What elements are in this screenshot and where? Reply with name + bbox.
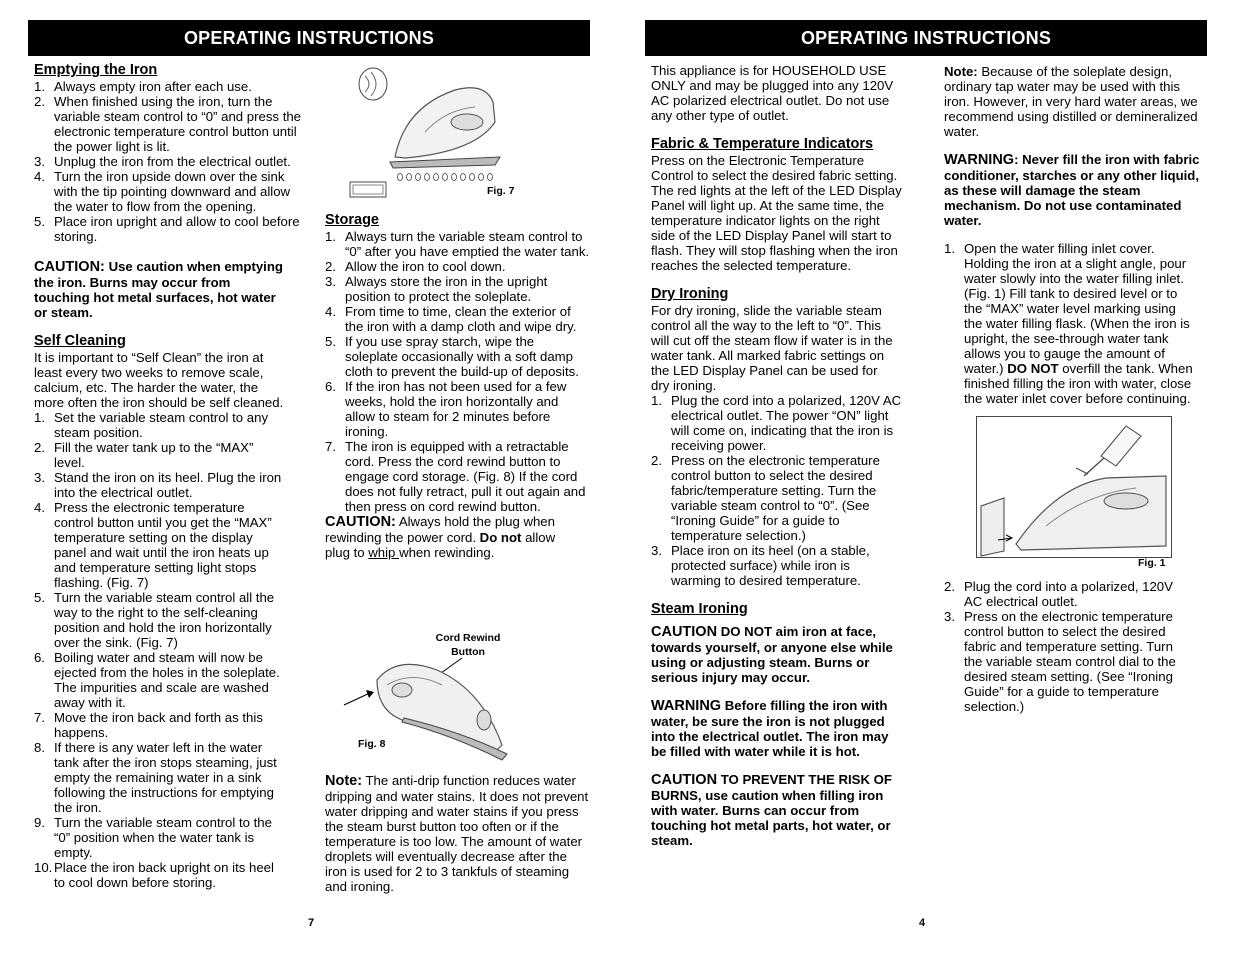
list-item: 2. Allow the iron to cool down. <box>325 259 506 274</box>
list-item: 3. Place iron on its heel (on a stable, protected surface) while iron is warming to desired temperature. <box>651 543 870 588</box>
storage-caution: CAUTION: Always hold the plug when rewinding the power cord. Do not allow plug to whip when rewinding. <box>325 514 556 560</box>
list-item: 1. Set the variable steam control to any steam position. <box>34 410 269 440</box>
fig1-iron-filling-illustration <box>976 416 1172 558</box>
dry-ironing-heading: Dry Ironing <box>651 286 729 302</box>
right-warning: WARNING: Never fill the iron with fabric conditioner, starches or any other liquid, as these will damage the steam mechanism. Do not use contaminated water. <box>944 152 1200 228</box>
left-note: Note: The anti-drip function reduces water dripping and water stains. It does not prevent water dripping and water stains if you press the steam burst button too often or if the temperature is too low. The amount of water droplets will eventually decrease after the iron is used for 2 to 3 tankfuls of steaming and ironing. <box>325 773 589 894</box>
list-item: 2. Fill the water tank up to the “MAX” level. <box>34 440 254 470</box>
list-item: 5. If you use spray starch, wipe the soleplate occasionally with a soft damp cloth to prevent the build-up of deposits. <box>325 334 579 379</box>
list-item: 1. Open the water filling inlet cover. Holding the iron at a slight angle, pour water slowly into the water filling inlet. (Fig. 1) Fill tank to desired level or to the “MAX” water level marking using the water filling flask. (When the iron is upright, the see-through water tank allows you to gauge the amount of water.) DO NOT overfill the tank. When finished filling the iron with water, close the water inlet cover before continuing. <box>944 241 1193 406</box>
storage-list <box>325 229 590 514</box>
fabric-text: Press on the Electronic Temperature Control to select the desired fabric setting. The red lights at the left of the LED Display Panel will light up. At the same time, the temperature indicator lights on the right side of the LED Display Panel will start to flash. They will stop flashing when the iron reaches the selected temperature. <box>651 153 902 273</box>
list-item: 4. Turn the iron upside down over the sink with the tip pointing downward and allow the water to flow from the opening. <box>34 169 291 214</box>
filling-list-continued <box>944 579 1194 714</box>
fig7-label: Fig. 7 <box>487 185 515 197</box>
list-item: 4. Press the electronic temperature control button until you get the “MAX” temperature setting on the display panel and wait until the iron heats up and temperature setting light stops flashing. (Fig. 7) <box>34 500 272 590</box>
fig8-label: Fig. 8 <box>358 738 386 750</box>
self-cleaning-heading: Self Cleaning <box>34 333 126 349</box>
list-item: 7. The iron is equipped with a retractable cord. Press the cord rewind button to engage cord storage. (Fig. 8) If the cord does not fully retract, pull it out again and then press on cord rewind button. <box>325 439 586 514</box>
list-item: 1. Always turn the variable steam control to “0” after you have emptied the water tank. <box>325 229 590 259</box>
emptying-caution: CAUTION: Use caution when emptying the iron. Burns may occur from touching hot metal surfaces, hot water or steam. <box>34 259 283 320</box>
steam-caution: CAUTION DO NOT aim iron at face, towards yourself, or anyone else while using or adjusting steam. Burns or serious injury may occur. <box>651 624 893 685</box>
right-page-banner: OPERATING INSTRUCTIONS <box>645 20 1207 56</box>
list-item: 6. Boiling water and steam will now be ejected from the holes in the soleplate. The impurities and scale are washed away with it. <box>34 650 280 710</box>
list-item: 5. Turn the variable steam control all the way to the right to the self-cleaning position and hold the iron horizontally over the sink. (Fig. 7) <box>34 590 275 650</box>
right-column-1 <box>651 63 903 848</box>
list-item: 3. Press on the electronic temperature control button to select the desired fabric and temperature setting. Turn the variable steam control dial to the desired steam setting. (See “Ironing Guide” for a guide to temperature selection.) <box>944 609 1176 714</box>
emptying-heading: Emptying the Iron <box>34 62 158 78</box>
list-item: 5. Place iron upright and allow to cool before storing. <box>34 214 300 244</box>
list-item: 8. If there is any water left in the water tank after the iron stops steaming, just empty the remaining water in a sink following the instructions for emptying the iron. <box>34 740 277 815</box>
list-item: 1. Plug the cord into a polarized, 120V AC electrical outlet. The power “ON” light will come on, indicating that the iron is receiving power. <box>651 393 902 453</box>
left-page-banner: OPERATING INSTRUCTIONS <box>28 20 590 56</box>
right-column-2-continued <box>944 579 1194 714</box>
emptying-list <box>34 79 310 244</box>
right-page-number: 4 <box>919 917 926 929</box>
list-item: 3. Unplug the iron from the electrical outlet. <box>34 154 291 169</box>
left-column-1 <box>34 62 310 890</box>
list-item: 6. If the iron has not been used for a few weeks, hold the iron horizontally and allow to steam for 2 minutes before ironing. <box>325 379 567 439</box>
list-item: 3. Stand the iron on its heel. Plug the iron into the electrical outlet. <box>34 470 282 500</box>
list-item: 2. When finished using the iron, turn the variable steam control to “0” and press the electronic temperature control button until the power light is lit. <box>34 94 302 154</box>
left-column-2 <box>325 212 590 560</box>
list-item: 4. From time to time, clean the exterior of the iron with a damp cloth and wipe dry. <box>325 304 577 334</box>
steam-ironing-heading: Steam Ironing <box>651 601 748 617</box>
self-cleaning-list <box>34 410 284 890</box>
fabric-heading: Fabric & Temperature Indicators <box>651 136 874 152</box>
self-cleaning-intro: It is important to “Self Clean” the iron at least every two weeks to remove scale, calcium, etc. The harder the water, the more often the iron should be self cleaned. <box>34 350 284 410</box>
list-item: 1. Always empty iron after each use. <box>34 79 252 94</box>
fig8-iron-illustration <box>342 650 522 770</box>
steam-caution-burns: CAUTION TO PREVENT THE RISK OF BURNS, use caution when filling iron with water. Burns can occur from touching hot metal parts, hot water, or steam. <box>651 772 892 848</box>
dry-ironing-text: For dry ironing, slide the variable steam control all the way to the left to “0”. This will cut off the steam flow if water is in the water tank. All marked fabric settings on the LED Display Panel can be used for dry ironing. <box>651 303 893 393</box>
right-note: Note: Because of the soleplate design, ordinary tap water may be used with this iron. However, in very hard water areas, we recommend using distilled or demineralized water. <box>944 64 1198 139</box>
list-item: 9. Turn the variable steam control to the “0” position when the water tank is empty. <box>34 815 272 860</box>
list-item: 7. Move the iron back and forth as this happens. <box>34 710 263 740</box>
filling-list <box>944 241 1194 406</box>
storage-heading: Storage <box>325 212 379 228</box>
fig7-iron-illustration <box>345 62 525 197</box>
steam-warning: WARNING Before filling the iron with water, be sure the iron is not plugged into the electrical outlet. The iron may be filled with water while it is hot. <box>651 698 889 759</box>
list-item: 3. Always store the iron in the upright position to protect the soleplate. <box>325 274 548 304</box>
left-page-number: 7 <box>308 917 315 929</box>
household-intro: This appliance is for HOUSEHOLD USE ONLY and may be plugged into any 120V AC polarized electrical outlet. Do not use any other type of outlet. <box>651 63 894 123</box>
dry-ironing-list <box>651 393 903 588</box>
fig8-callout: Cord Rewind Button <box>435 632 501 658</box>
right-column-2 <box>944 64 1206 406</box>
list-item: 2. Press on the electronic temperature control button to select the desired fabric/temperature setting. Turn the variable steam control to “0”. (See “Ironing Guide” for a guide to temperature selection.) <box>651 453 880 543</box>
fig1-label: Fig. 1 <box>1138 557 1166 569</box>
list-item: 10. Place the iron back upright on its heel to cool down before storing. <box>34 860 274 890</box>
list-item: 2. Plug the cord into a polarized, 120V AC electrical outlet. <box>944 579 1173 609</box>
